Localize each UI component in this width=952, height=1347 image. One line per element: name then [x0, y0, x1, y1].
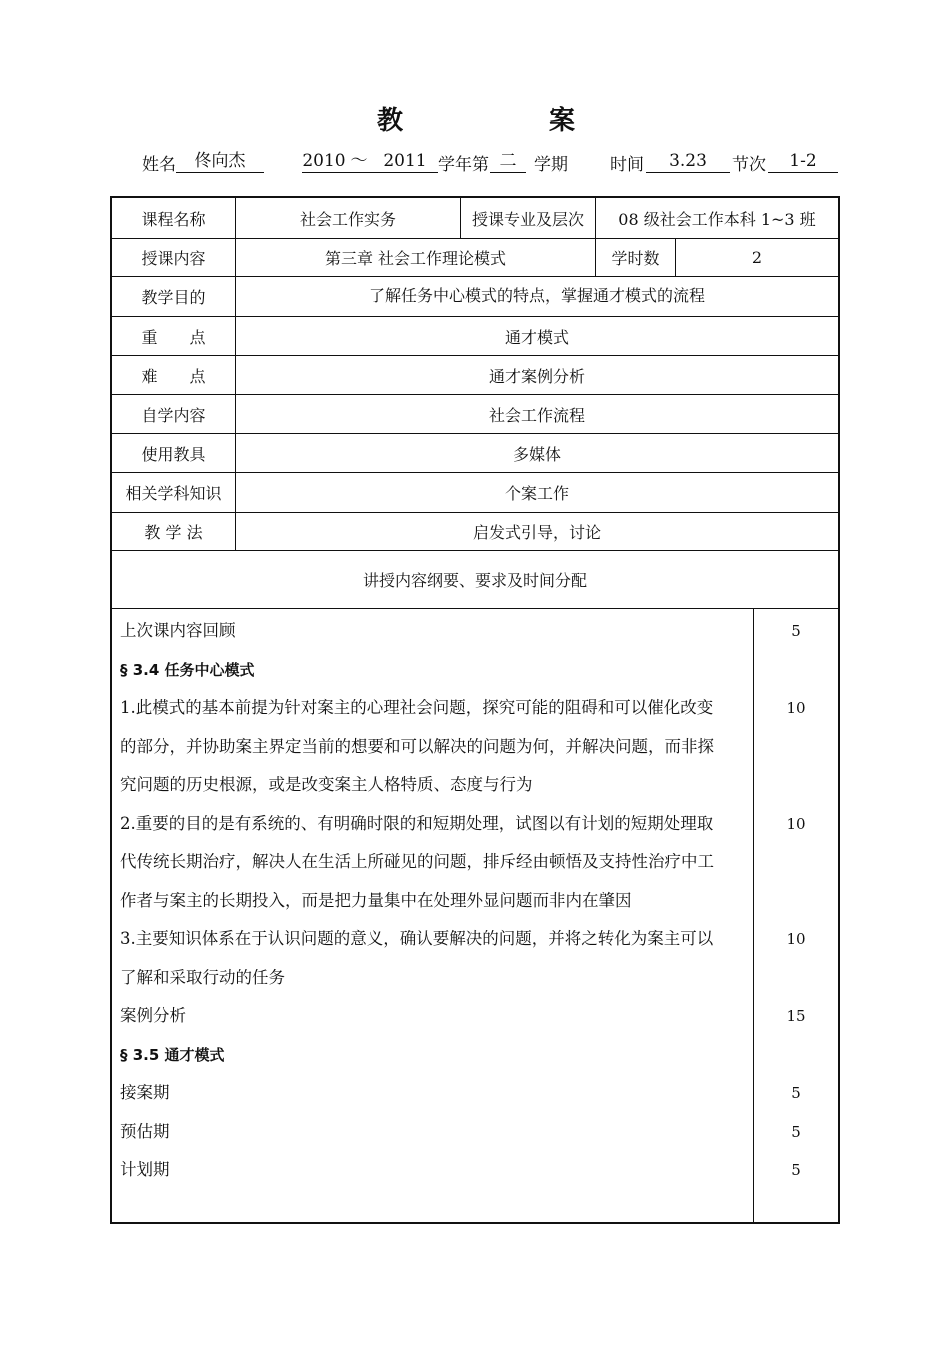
name-label: 姓名 — [142, 155, 176, 175]
time-value: 3.23 — [646, 150, 730, 173]
outline-line: 1.此模式的基本前提为针对案主的心理社会问题，探究可能的阻碍和可以催化改变 — [120, 698, 714, 717]
row-related — [112, 473, 838, 513]
outline-line: § 3.5 通才模式 — [120, 1045, 225, 1064]
outline-minutes: 5 — [791, 1161, 801, 1179]
self-study-value: 社会工作流程 — [488, 405, 585, 425]
outline-line: 2.重要的目的是有系统的、有明确时限的和短期处理，试图以有计划的短期处理取 — [120, 813, 714, 833]
goal-value: 了解任务中心模式的特点，掌握通才模式的流程 — [368, 286, 705, 305]
outline-line: 究问题的历史根源，或是改变案主人格特质、态度与行为 — [120, 775, 533, 794]
row-difficulty — [112, 356, 838, 395]
name-value: 佟向杰 — [176, 150, 264, 173]
major-value: 08 级社会工作本科 1~3 班 — [618, 209, 816, 229]
header-line — [142, 150, 842, 174]
method-label: 教 学 法 — [112, 513, 236, 550]
content-value: 第三章 社会工作理论模式 — [236, 239, 596, 276]
row-outline-heading — [112, 551, 838, 609]
term-suffix: 学期 — [534, 155, 568, 175]
year-separator: ～ — [346, 150, 372, 173]
row-key — [112, 317, 838, 356]
hours-value: 2 — [751, 248, 763, 267]
year-start: 2010 — [302, 151, 346, 171]
hours-label: 学时数 — [596, 239, 676, 276]
row-content — [112, 239, 838, 277]
difficulty-value: 通才案例分析 — [488, 366, 585, 386]
content-label: 授课内容 — [112, 239, 236, 276]
outline-minutes: 10 — [786, 699, 806, 717]
tools-label: 使用教具 — [112, 434, 236, 472]
outline-line: 预估期 — [120, 1121, 170, 1141]
outline-line: 3.主要知识体系在于认识问题的意义，确认要解决的问题，并将之转化为案主可以 — [120, 929, 714, 948]
row-method — [112, 513, 838, 551]
term-value: 二 — [490, 150, 526, 173]
year-suffix: 学年第 — [438, 155, 489, 175]
tools-value: 多媒体 — [512, 444, 561, 464]
outline-minutes: 5 — [791, 622, 801, 640]
major-label: 授课专业及层次 — [461, 198, 596, 238]
lesson-plan-table — [110, 196, 840, 1224]
self-study-label: 自学内容 — [112, 395, 236, 433]
related-label: 相关学科知识 — [112, 473, 236, 512]
outline-heading: 讲授内容纲要、要求及时间分配 — [362, 571, 587, 590]
row-self-study — [112, 395, 838, 434]
goal-label: 教学目的 — [112, 277, 236, 316]
difficulty-label: 难 点 — [112, 356, 236, 394]
outline-line: 案例分析 — [120, 1006, 186, 1025]
year-end: 2011 — [372, 150, 438, 173]
period-label: 节次 — [732, 155, 766, 175]
row-goal — [112, 277, 838, 317]
outline-minutes: 5 — [791, 1084, 801, 1102]
related-value: 个案工作 — [504, 484, 569, 503]
course-name-label: 课程名称 — [112, 198, 236, 238]
period-value: 1-2 — [768, 150, 838, 173]
row-tools — [112, 434, 838, 473]
outline-line: 上次课内容回顾 — [120, 621, 236, 640]
outline-minutes: 10 — [786, 930, 806, 948]
outline-minutes: 10 — [786, 814, 806, 833]
outline-minutes: 5 — [791, 1122, 801, 1141]
outline-line: 了解和采取行动的任务 — [120, 967, 285, 987]
method-value: 启发式引导，讨论 — [472, 523, 601, 542]
outline-line: 接案期 — [120, 1083, 170, 1102]
course-name-value: 社会工作实务 — [236, 198, 461, 238]
outline-line: 计划期 — [120, 1160, 170, 1179]
outline-minutes: 15 — [786, 1007, 806, 1025]
outline-line: 代传统长期治疗，解决人在生活上所碰见的问题，排斥经由顿悟及支持性治疗中工 — [120, 852, 714, 871]
outline-line: 的部分，并协助案主界定当前的想要和可以解决的问题为何，并解决问题，而非探 — [120, 736, 714, 756]
outline-line: § 3.4 任务中心模式 — [120, 660, 255, 679]
key-label: 重 点 — [112, 317, 236, 355]
outline-body — [112, 609, 838, 1222]
document-title: 教 案 — [376, 106, 635, 136]
key-value: 通才模式 — [504, 327, 569, 347]
outline-line: 作者与案主的长期投入，而是把力量集中在处理外显问题而非内在肇因 — [120, 890, 632, 910]
row-course — [112, 198, 838, 239]
time-label: 时间 — [610, 155, 644, 175]
